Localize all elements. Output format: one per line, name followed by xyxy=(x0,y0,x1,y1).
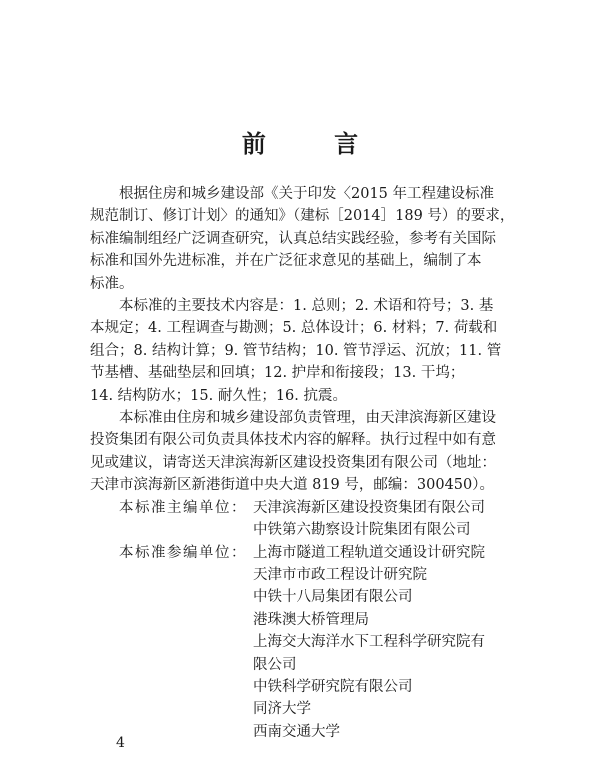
page-number: 4 xyxy=(116,735,125,751)
paragraph-basis xyxy=(90,183,520,295)
editor-unit: 天津市市政工程设计研究院 xyxy=(253,566,427,583)
text-line: 组合；8. 结构计算；9. 管节结构；10. 管节浮运、沉放；11. 管 xyxy=(90,342,502,359)
editor-unit: 天津滨海新区建设投资集团有限公司 xyxy=(253,499,485,516)
text-line: 标准。 xyxy=(90,275,134,292)
editor-unit: 中铁第六勘察设计院集团有限公司 xyxy=(253,522,471,539)
text-line: 根据住房和城乡建设部《关于印发〈2015 年工程建设标准 xyxy=(119,186,495,202)
chief-editors xyxy=(90,497,520,542)
editor-unit: 西南交通大学 xyxy=(253,723,340,740)
editor-unit: 上海交大海洋水下工程科学研究院有 xyxy=(253,634,485,651)
text-line: 14. 结构防水；15. 耐久性；16. 抗震。 xyxy=(90,387,348,404)
text-line: 本规定；4. 工程调查与勘测；5. 总体设计；6. 材料；7. 荷载和 xyxy=(90,320,498,337)
editor-unit: 中铁科学研究院有限公司 xyxy=(253,678,413,695)
text-line: 标准和国外先进标准，并在广泛征求意见的基础上，编制了本 xyxy=(90,253,482,270)
participating-editors-list xyxy=(253,542,520,744)
text-line: 投资集团有限公司负责具体技术内容的解释。执行过程中如有意 xyxy=(90,432,496,449)
participating-editors xyxy=(90,542,520,744)
foreword-body xyxy=(90,183,520,743)
page-title: 前 言 xyxy=(241,129,389,158)
paragraph-contents xyxy=(90,295,520,407)
text-line: 节基槽、基础垫层和回填；12. 护岸和衔接段；13. 干坞； xyxy=(90,365,465,382)
editor-unit: 港珠澳大桥管理局 xyxy=(253,611,369,628)
text-line: 天津市滨海新区新港街道中央大道 819 号，邮编：300450）。 xyxy=(90,477,494,494)
participating-editors-label: 本标准参编单位： xyxy=(119,544,247,561)
editor-unit: 同济大学 xyxy=(253,701,311,718)
editor-unit: 限公司 xyxy=(253,656,297,673)
text-line: 本标准由住房和城乡建设部负责管理，由天津滨海新区建设 xyxy=(119,410,496,427)
chief-editors-list xyxy=(253,497,520,542)
text-line: 本标准的主要技术内容是：1. 总则；2. 术语和符号；3. 基 xyxy=(119,298,494,315)
editor-unit: 中铁十八局集团有限公司 xyxy=(253,589,413,606)
text-line: 规范制订、修订计划〉的通知》（建标［2014］189 号）的要求， xyxy=(90,208,515,225)
text-line: 见或建议，请寄送天津滨海新区建设投资集团有限公司（地址： xyxy=(90,454,496,471)
editor-unit: 上海市隧道工程轨道交通设计研究院 xyxy=(253,544,485,561)
text-line: 标准编制组经广泛调查研究，认真总结实践经验，参考有关国际 xyxy=(90,230,496,247)
chief-editors-label: 本标准主编单位： xyxy=(119,499,247,516)
paragraph-management xyxy=(90,407,520,497)
